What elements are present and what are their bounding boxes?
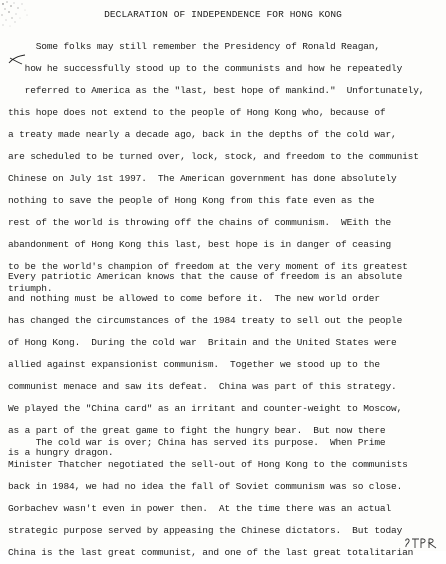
text-line: strategic purpose served by appeasing the Chinese dictators. But today	[8, 525, 403, 536]
handwritten-initials	[404, 535, 438, 551]
text-line: this hope does not extend to the people of Hong Kong who, because of	[8, 107, 386, 118]
text-line: are scheduled to be turned over, lock, stock, and freedom to the communist	[8, 151, 419, 162]
document-title: DECLARATION OF INDEPENDENCE FOR HONG KONG	[104, 9, 342, 20]
text-line: is a hungry dragon.	[8, 447, 114, 458]
text-line: China is the last great communist, and one of the last great totalitarian	[8, 547, 414, 558]
text-line: has changed the circumstances of the 1984 treaty to sell out the people	[8, 315, 403, 326]
text-line: as a part of the great game to fight the hungry bear. But now there	[8, 425, 386, 436]
text-line: communist menace and saw its defeat. China was part of this strategy.	[8, 381, 397, 392]
text-line: Chinese on July 1st 1997. The American government has done absolutely	[8, 173, 397, 184]
text-line: and nothing must be allowed to come before it. The new world order	[8, 293, 380, 304]
handwritten-strike-mark	[8, 54, 26, 66]
text-line: nothing to save the people of Hong Kong from this fate even as the	[8, 195, 375, 206]
text-line: rest of the world is throwing off the chains of communism. WEith the	[8, 217, 392, 228]
paragraph-1	[8, 36, 442, 300]
text-line: of Hong Kong. During the cold war Britain and the United States were	[8, 337, 397, 348]
text-line: We played the "China card" as an irritant and counter-weight to Moscow,	[8, 403, 403, 414]
text-line: Every patriotic American knows that the cause of freedom is an absolute	[8, 271, 403, 282]
text-line: referred to America as the "last, best hope of mankind." Unfortunately,	[8, 85, 425, 96]
text-line: allied against expansionist communism. Together we stood up to the	[8, 359, 380, 370]
text-line: how he successfully stood up to the communists and how he repeatedly	[8, 63, 403, 74]
text-line: abandonment of Hong Kong this last, best hope is in danger of ceasing	[8, 239, 392, 250]
text-line: back in 1984, we had no idea the fall of Soviet communism was so close.	[8, 481, 403, 492]
text-line: Some folks may still remember the Presidency of Ronald Reagan,	[8, 41, 380, 52]
text-line: triumph.	[8, 283, 53, 294]
text-line: to be the world's champion of freedom at the very moment of its greatest	[8, 261, 408, 272]
text-line: Gorbachev wasn't even in power then. At the time there was an actual	[8, 503, 392, 514]
text-line: Minister Thatcher negotiated the sell-out of Hong Kong to the communists	[8, 459, 408, 470]
text-line: The cold war is over; China has served its purpose. When Prime	[8, 437, 386, 448]
paragraph-3	[8, 432, 442, 564]
text-line: a treaty made nearly a decade ago, back in the depths of the cold war,	[8, 129, 397, 140]
